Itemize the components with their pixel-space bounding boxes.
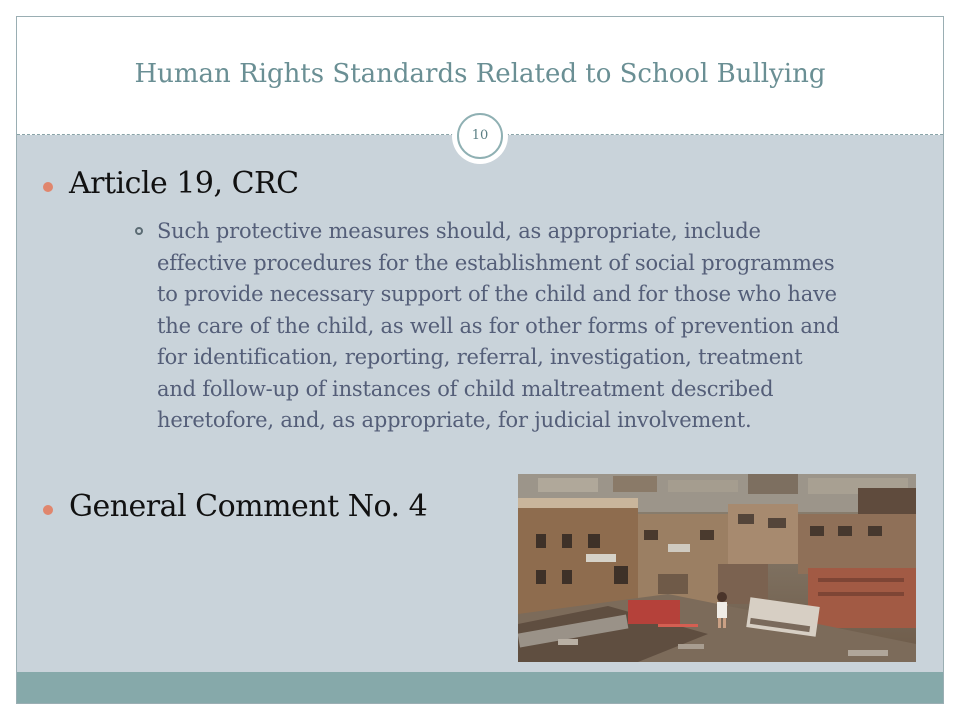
bullet-dot-icon [43, 505, 53, 515]
bullet-general-comment-4: General Comment No. 4 [69, 489, 428, 524]
bullet-article-19: Article 19, CRC [69, 166, 299, 201]
page-number-badge [452, 108, 508, 164]
slide-title: Human Rights Standards Related to School Bullying [134, 59, 826, 89]
text-line: and follow-up of instances of child maltreatment described [157, 376, 774, 401]
sub-bullet-article-19-text [157, 216, 927, 437]
slide [16, 16, 944, 704]
sub-bullet-ring-icon [135, 227, 143, 235]
footer-band [17, 672, 943, 703]
text-line: to provide necessary support of the child and for those who have [157, 282, 837, 306]
settlement-rooftops-photo [518, 474, 916, 662]
text-line: the care of the child, as well as for other forms of prevention and [157, 313, 840, 338]
page-number: 10 [457, 113, 503, 159]
bullet-dot-icon [43, 182, 53, 192]
text-line: effective procedures for the establishment of social programmes [157, 250, 835, 275]
text-line: Such protective measures should, as appropriate, include [157, 219, 761, 243]
text-line: heretofore, and, as appropriate, for judicial involvement. [157, 408, 752, 432]
text-line: for identification, reporting, referral, investigation, treatment [157, 345, 803, 369]
